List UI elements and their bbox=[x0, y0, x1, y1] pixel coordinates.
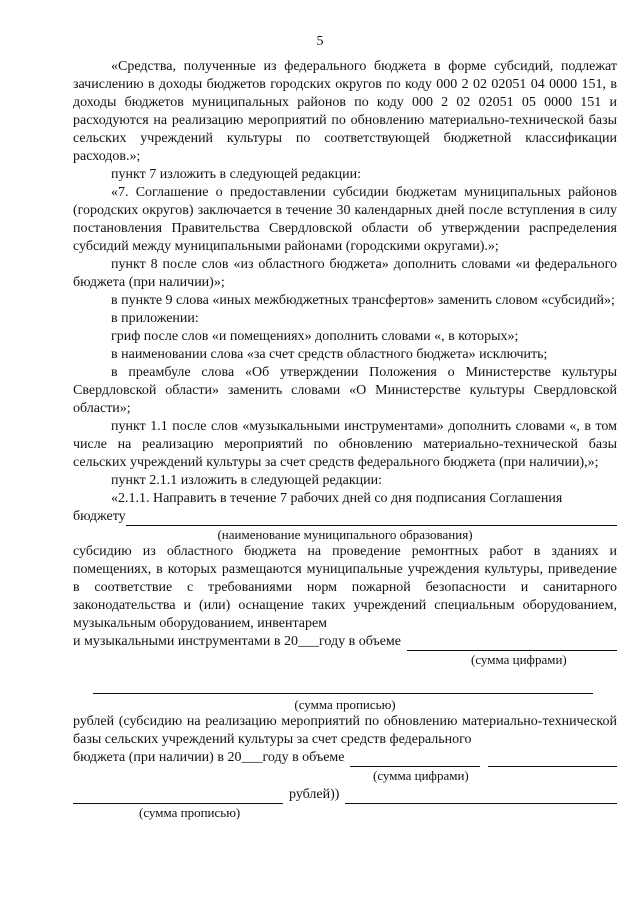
paragraph-preamble: в преамбуле слова «Об утверждении Положения о Министерстве культуры Свердловской области» заменить словами «О Министерстве культуры Свердловской области»; bbox=[73, 365, 617, 416]
sum-words-blank-2 bbox=[73, 790, 283, 804]
caption-sum-digits-1: (сумма цифрами) bbox=[471, 652, 567, 667]
trailing-blank-line bbox=[345, 790, 617, 804]
document-body bbox=[73, 58, 617, 821]
paragraph-item7-intro: пункт 7 изложить в следующей редакции: bbox=[111, 167, 361, 182]
budget-label: бюджету bbox=[73, 509, 126, 524]
budget-fill-row bbox=[73, 508, 617, 526]
caption-sum-words-1: (сумма прописью) bbox=[294, 697, 396, 712]
caption-sum-words-2: (сумма прописью) bbox=[139, 805, 241, 820]
paragraph-item9: в пункте 9 слова «иных межбюджетных трансфертов» заменить словом «субсидий»; bbox=[111, 293, 615, 308]
sum-digits-blank-2b bbox=[488, 753, 617, 767]
amount-label-1: и музыкальными инструментами в 20___году в объеме bbox=[73, 634, 402, 649]
amount-fill-row-1 bbox=[73, 633, 617, 651]
caption-municipality: (наименование муниципального образования) bbox=[217, 527, 473, 542]
paragraph-item1-1: пункт 1.1 после слов «музыкальными инструментами» дополнить словами «, в том числе на реализацию мероприятий по обновлению материально-технической базы сельских учреждений культуры за счет средств федерального бюджета (при наличии),»; bbox=[73, 419, 617, 470]
sum-digits-blank-1 bbox=[407, 637, 617, 651]
paragraph-title: в наименовании слова «за счет средств областного бюджета» исключить; bbox=[111, 347, 548, 362]
page-number: 5 bbox=[316, 34, 324, 49]
caption-sum-digits-2: (сумма цифрами) bbox=[373, 768, 469, 783]
paragraph-item8: пункт 8 после слов «из областного бюджета» дополнить словами «и федерального бюджета (при наличии)»; bbox=[73, 257, 617, 290]
amount-fill-row-2 bbox=[73, 749, 617, 767]
rubles-label: рублей)) bbox=[289, 787, 340, 802]
paragraph-item2-1-1-text: «2.1.1. Направить в течение 7 рабочих дней со дня подписания Соглашения bbox=[111, 491, 563, 506]
municipality-blank-line bbox=[126, 512, 617, 526]
paragraph-subsidy-purpose: субсидию из областного бюджета на проведение ремонтных работ в зданиях и помещениях, в которых размещаются муниципальные учреждения культуры, приведение в соответствие с требованиями норм пожарной безопасности и санитарного законодательства и (или) оснащение таких учреждений специальным оборудованием, музыкальным оборудованием, инвентарем bbox=[73, 544, 617, 631]
rubles-fill-row bbox=[73, 786, 617, 804]
paragraph-appendix: в приложении: bbox=[111, 311, 199, 326]
paragraph-funds-clause: «Средства, полученные из федерального бюджета в форме субсидий, подлежат зачислению в доходы бюджетов городских округов по коду 000 2 02 02051 04 0000 151, в доходы бюджетов муниципальных районов по коду 000 2 02 02051 05 0000 151 и расходуются на реализацию мероприятий по обновлению материально-технической базы сельских учреждений культуры по соответствующей бюджетной классификации расходов.»; bbox=[73, 59, 617, 164]
amount-label-2: бюджета (при наличии) в 20___году в объеме bbox=[73, 750, 345, 765]
paragraph-federal-subsidy: рублей (субсидию на реализацию мероприятий по обновлению материально-технической базы сельских учреждений культуры за счет средств федерального bbox=[73, 714, 617, 747]
paragraph-grif: гриф после слов «и помещениях» дополнить словами «, в которых»; bbox=[111, 329, 519, 344]
sum-digits-blank-2a bbox=[350, 753, 480, 767]
paragraph-item7-text: «7. Соглашение о предоставлении субсидии бюджетам муниципальных районов (городских округов) заключается в течение 30 календарных дней после вступления в силу постановления Правительства Свердловской области об утверждении распределения субсидий между муниципальными районами (городскими округами).»; bbox=[73, 185, 617, 254]
sum-words-blank-1 bbox=[93, 680, 593, 694]
paragraph-item2-1-1-intro: пункт 2.1.1 изложить в следующей редакции: bbox=[111, 473, 382, 488]
